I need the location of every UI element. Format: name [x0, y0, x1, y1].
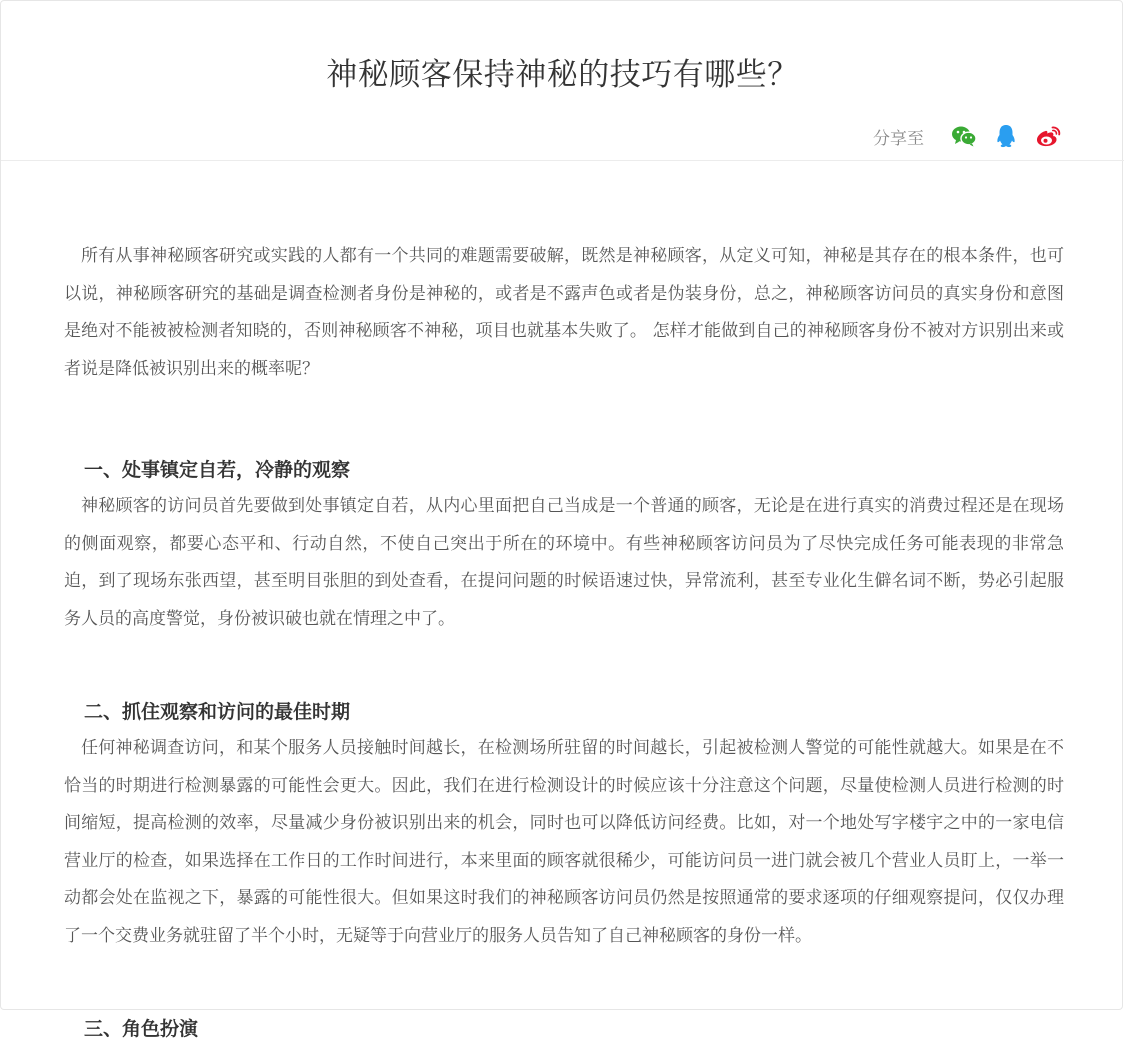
- section-paragraph: 任何神秘调查访问，和某个服务人员接触时间越长，在检测场所驻留的时间越长，引起被检测人警觉的可能性就越大。如果是在不恰当的时期进行检测暴露的可能性会更大。因此，我们在进行检测设计的时候应该十分注意这个问题，尽量使检测人员进行检测的时间缩短，提高检测的效率，尽量减少身份被识别出来的机会，同时也可以降低访问经费。比如，对一个地处写字楼宇之中的一家电信营业厅的检查，如果选择在工作日的工作时间进行，本来里面的顾客就很稀少，可能访问员一进门就会被几个营业人员盯上，一举一动都会处在监视之下，暴露的可能性很大。但如果这时我们的神秘顾客访问员仍然是按照通常的要求逐项的仔细观察提问，仅仅办理了一个交费业务就驻留了半个小时，无疑等于向营业厅的服务人员告知了自己神秘顾客的身份一样。: [64, 738, 1064, 946]
- article-body: [64, 238, 1064, 1047]
- intro-paragraph: 所有从事神秘顾客研究或实践的人都有一个共同的难题需要破解，既然是神秘顾客，从定义可知，神秘是其存在的根本条件，也可以说，神秘顾客研究的基础是调查检测者身份是神秘的，或者是不露声色或者是伪装身份，总之，神秘顾客访问员的真实身份和意图是绝对不能被被检测者知晓的，否则神秘顾客不神秘，项目也就基本失败了。 怎样才能做到自己的神秘顾客身份不被对方识别出来或者说是降低被识别出来的概率呢？: [64, 246, 1064, 379]
- section-heading: 三、角色扮演: [84, 1018, 199, 1040]
- article-title: 神秘顾客保持神秘的技巧有哪些？: [326, 57, 799, 93]
- share-label: 分享至: [873, 128, 924, 149]
- wechat-icon[interactable]: [950, 122, 978, 150]
- section-heading: 一、处事镇定自若，冷静的观察: [84, 459, 351, 481]
- article-header: [1, 1, 1124, 161]
- qq-icon[interactable]: [992, 122, 1020, 150]
- share-bar: [873, 121, 1062, 151]
- section-paragraph: 神秘顾客的访问员首先要做到处事镇定自若，从内心里面把自己当成是一个普通的顾客，无论是在进行真实的消费过程还是在现场的侧面观察，都要心态平和、行动自然，不使自己突出于所在的环境中。有些神秘顾客访问员为了尽快完成任务可能表现的非常急迫，到了现场东张西望，甚至明目张胆的到处查看，在提问问题的时候语速过快，异常流利，甚至专业化生僻名词不断，势必引起服务人员的高度警觉，身份被识破也就在情理之中了。: [64, 496, 1064, 629]
- section-heading: 二、抓住观察和访问的最佳时期: [84, 701, 351, 723]
- weibo-icon[interactable]: [1034, 122, 1062, 150]
